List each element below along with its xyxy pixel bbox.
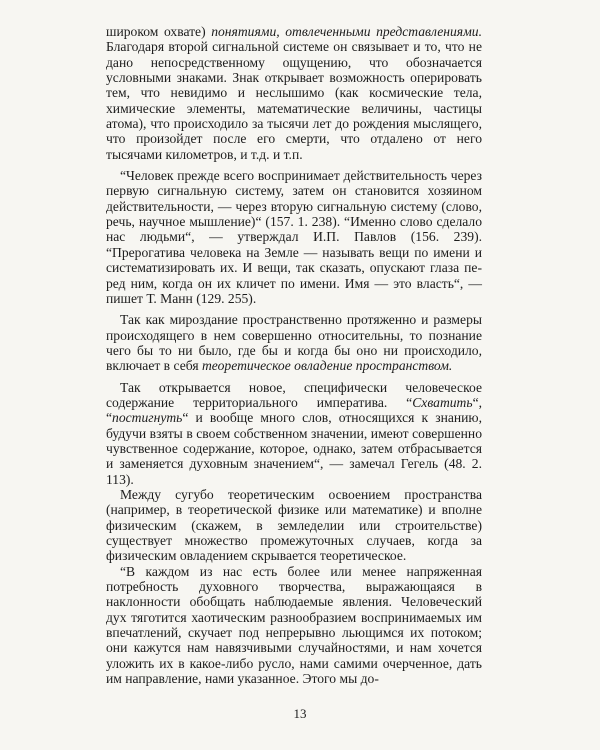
text-span: “Человек прежде всего воспринимает действительность через первую сигнальную систему, затем он становится хозяином действительности, — через вторую сигнальную систему (слово, речь, научное мышление)“ (157. 1. 238). “Именно слово сделало нас людьми“, — утверждал И.П. Павлов (156. 239). “Прерогатива человека на Земле — называть вещи по имени и систематизировать их. И вещи, так сказать, опускают глаза перед ним, когда он их кличет по имени. Имя — это власть“, — пишет Т. Манн (129. 255). [106, 168, 482, 306]
italic-span: Схватить [412, 394, 473, 410]
paragraph-2 [106, 168, 482, 306]
paragraph-4 [106, 380, 482, 487]
text-span: “ и вообще много слов, относящихся к знанию, будучи взяты в своем собственном значении, имеют совершенно чувственное содержание, которое, однако, затем отбрасывается и заменяется духовным значением“, — замечал Гегель (48. 2. 113). [106, 410, 482, 487]
paragraph-3 [106, 312, 482, 373]
page-number: 13 [293, 706, 307, 721]
paragraph-1 [106, 24, 482, 162]
italic-span: теоретическое овладение пространством. [201, 358, 453, 374]
italic-span: постигнуть [112, 410, 183, 426]
text-span: Благодаря второй сигнальной системе он связывает и то, что не дано непосредственному ощущению, что обозначается условными знаками. Знак открывает возможность оперировать тем, что невидимо и неслышимо (как космические тела, химические элементы, математические величины, частицы атома), что происходило за тысячи лет до рождения мыслящего, что произойдет после его смерти, что отдалено от него тысячами километров, и т.д. и т.п. [106, 39, 482, 162]
text-span: Между сугубо теоретическим освоением пространства (например, в теоретической физике или математике) и вполне физическим (скажем, в земледелии или строительстве) существует множество промежуточных случаев, когда за физическим овладением скрывается теоретическое. [106, 486, 482, 564]
italic-span: понятиями, отвлеченными представлениями. [211, 24, 482, 39]
paragraph-6 [106, 564, 482, 687]
text-span: “В каждом из нас есть более или менее напряженная потребность духовного творчества, выражающаяся в наклонности обобщать наблюдаемые явления. Человеческий дух тяготится хаотическим разнообразием воспринимаемых им впечатлений, скучает под непрерывно льющимся их потоком; они кажутся нам навязчивыми случайностями, и нам хочется уложить их в какое-либо русло, нами самими очерченное, дать им направление, нами указанное. Этого мы до- [106, 563, 482, 687]
text-span: широком охвате) [106, 24, 212, 39]
text-span: Так открывается новое, специфически человеческое содержание территориального императива. “ [106, 379, 482, 410]
paragraph-5 [106, 487, 482, 564]
text-span: Так как мироздание пространственно протяженно и размеры происходящего в нем совершенно относительны, то познание чего бы то ни было, где бы и когда бы оно ни происходило, включает в себя [106, 312, 482, 374]
body-text [106, 24, 482, 686]
text-span: “, “ [106, 394, 482, 426]
